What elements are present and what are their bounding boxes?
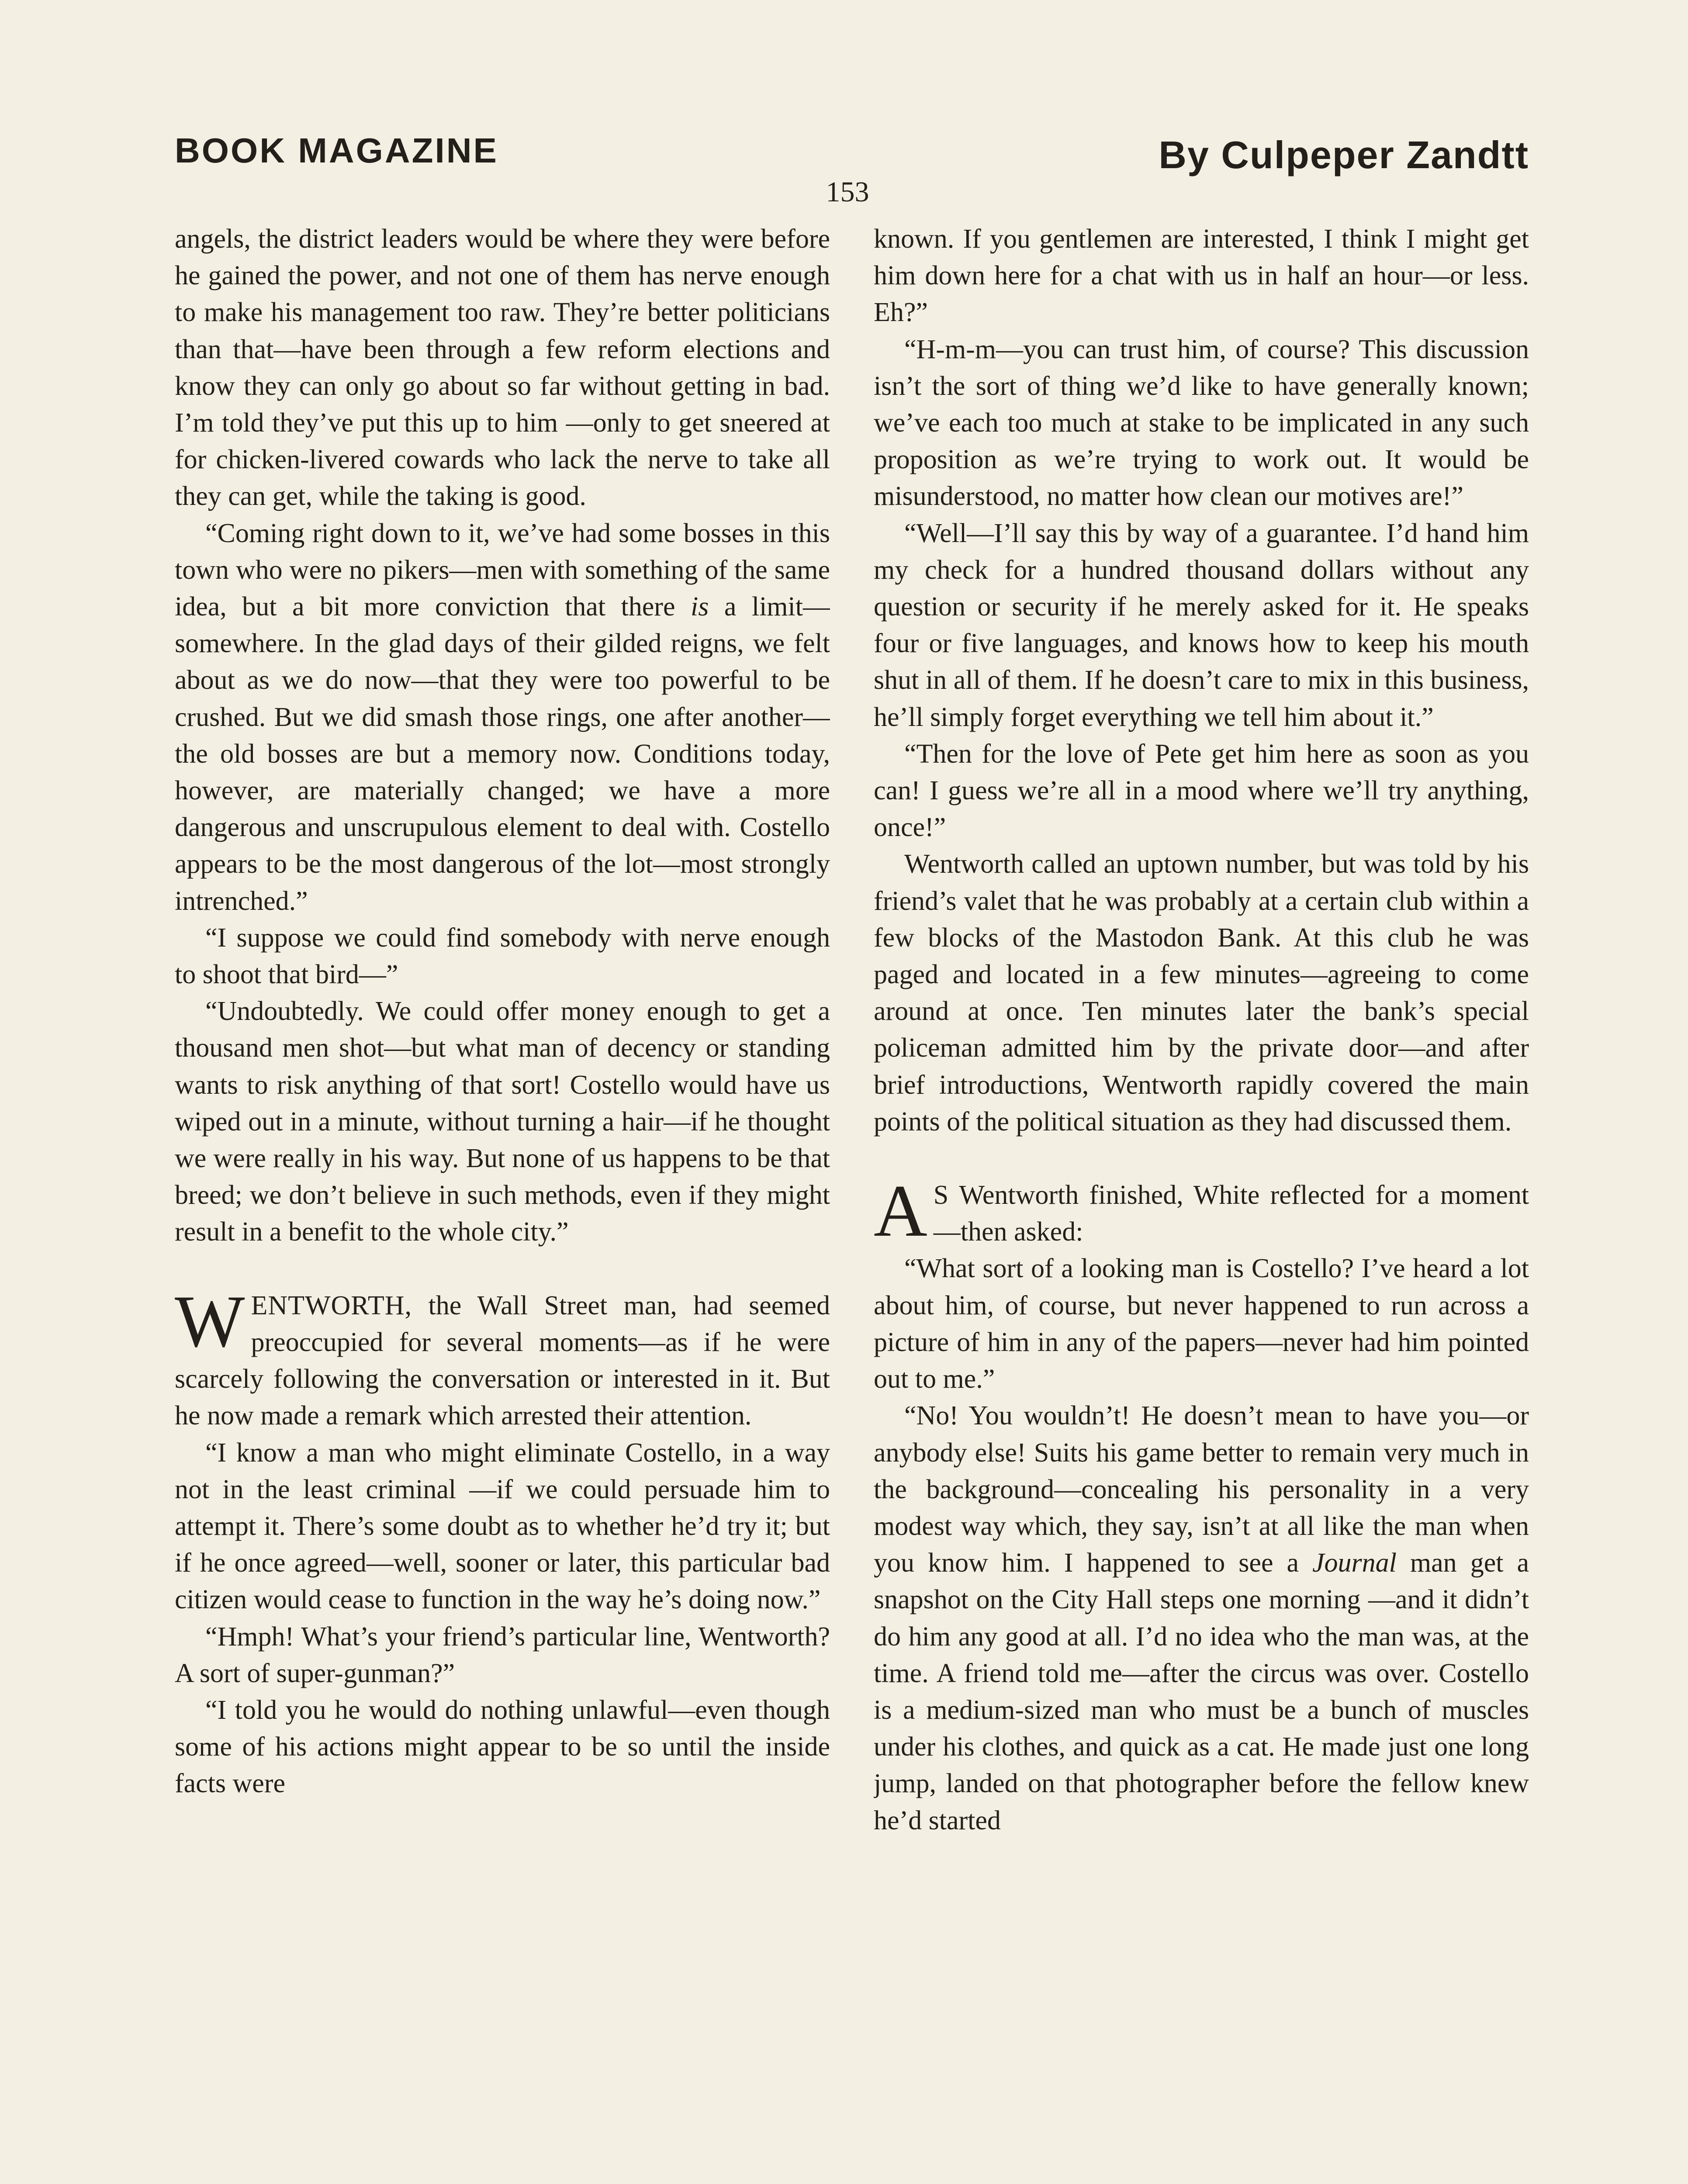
paragraph: “Well—I’ll say this by way of a guarantee. I’d hand him my check for a hundred thousand dollars without any question or security if he merely asked for it. He speaks four or five languages, and knows how to keep his mouth shut in all of them. If he doesn’t care to mix in this business, he’ll simply forget everything we tell him about it.”: [874, 518, 1529, 732]
emphasis: Journal: [1312, 1548, 1397, 1578]
paragraph: angels, the district leaders would be where they were before he gained the power, and not one of them has nerve enough to make his management too raw. They’re better politicians than that—have been through a few reform elections and know they can only go about so far without getting in bad. I’m told they’ve put this up to him —only to get sneered at for chicken-livered cowards who lack the nerve to take all they can get, while the taking is good.: [175, 224, 830, 511]
paragraph: “I told you he would do nothing unlawful—even though some of his actions might appear to be so until the inside facts were: [175, 1695, 830, 1799]
emphasis: is: [690, 592, 709, 622]
paragraph: “Then for the love of Pete get him here as soon as you can! I guess we’re all in a mood where we’ll try anything, once!”: [874, 739, 1529, 843]
section-opening-paragraph: WENTWORTH, the Wall Street man, had seemed preoccupied for several moments—as if he were scarcely following the conversation or interested in it. But he now made a remark which arrested their attention.: [175, 1280, 830, 1431]
paragraph: “What sort of a looking man is Costello? I’ve heard a lot about him, of course, but never happened to run across a picture of him in any of the papers—never had him pointed out to me.”: [874, 1254, 1529, 1394]
section-opening-paragraph: A S Wentworth finished, White reflected for a moment—then asked:: [874, 1170, 1529, 1252]
paragraph: “H-m-m—you can trust him, of course? This discussion isn’t the sort of thing we’d like to have generally known; we’ve each too much at stake to be implicated in any such proposition as we’re trying to work out. It would be misunderstood, no matter how clean our motives are!”: [874, 334, 1529, 511]
right-column: [874, 221, 1529, 2184]
paragraph: Wentworth called an uptown number, but was told by his friend’s valet that he was probably at a certain club within a few blocks of the Mastodon Bank. At this club he was paged and located in a few minutes—agreeing to come around at once. Ten minutes later the bank’s special policeman admitted him by the private door—and after brief introductions, Wentworth rapidly covered the main points of the political situation as they had discussed them.: [874, 849, 1529, 1137]
paragraph: “Hmph! What’s your friend’s particular line, Wentworth? A sort of super-gunman?”: [175, 1621, 830, 1688]
paragraph: “No! You wouldn’t! He doesn’t mean to have you—or anybody else! Suits his game better to remain very much in the background—concealing his personality in a very modest way which, they say, isn’t at all like the man when you know him. I happened to see a Journal man get a snapshot on the City Hall steps one morning —and it didn’t do him any good at all. I’d no idea who the man was, at the time. A friend told me—after the circus was over. Costello is a medium-sized man who must be a bunch of muscles under his clothes, and quick as a cat. He made just one long jump, landed on that photographer before the fellow knew he’d started: [874, 1401, 1529, 1835]
page-number: 153: [826, 176, 869, 208]
author-byline: By Culpeper Zandtt: [1159, 133, 1529, 176]
lead-caps: S: [933, 1180, 949, 1210]
lead-caps: ENTWORTH,: [251, 1290, 412, 1320]
drop-cap: W: [175, 1280, 245, 1362]
paragraph: “Undoubtedly. We could offer money enough to get a thousand men shot—but what man of decency or standing wants to risk anything of that sort! Costello would have us wiped out in a minute, without turning a hair—if he thought we were really in his way. But none of us happens to be that breed; we don’t believe in such methods, even if they might result in a benefit to the whole city.”: [175, 996, 830, 1247]
paragraph: “I know a man who might eliminate Costello, in a way not in the least criminal —if we could persuade him to attempt it. There’s some doubt as to whether he’d try it; but if he once agreed—well, sooner or later, this particular bad citizen would cease to function in the way he’s doing now.”: [175, 1438, 830, 1615]
paragraph: known. If you gentlemen are interested, I think I might get him down here for a chat with us in half an hour—or less. Eh?”: [874, 224, 1529, 328]
drop-cap: A: [874, 1170, 927, 1252]
left-column: [175, 221, 830, 2184]
paragraph: “I suppose we could find somebody with nerve enough to shoot that bird—”: [175, 923, 830, 990]
magazine-title: BOOK MAGAZINE: [175, 131, 498, 170]
paragraph: “Coming right down to it, we’ve had some bosses in this town who were no pikers—men with something of the same idea, but a bit more conviction that there is a limit—somewhere. In the glad days of their gilded reigns, we felt about as we do now—that they were too powerful to be crushed. But we did smash those rings, one after another—the old bosses are but a memory now. Conditions today, however, are materially changed; we have a more dangerous and unscrupulous element to deal with. Costello appears to be the most dangerous of the lot—most strongly intrenched.”: [175, 518, 830, 916]
